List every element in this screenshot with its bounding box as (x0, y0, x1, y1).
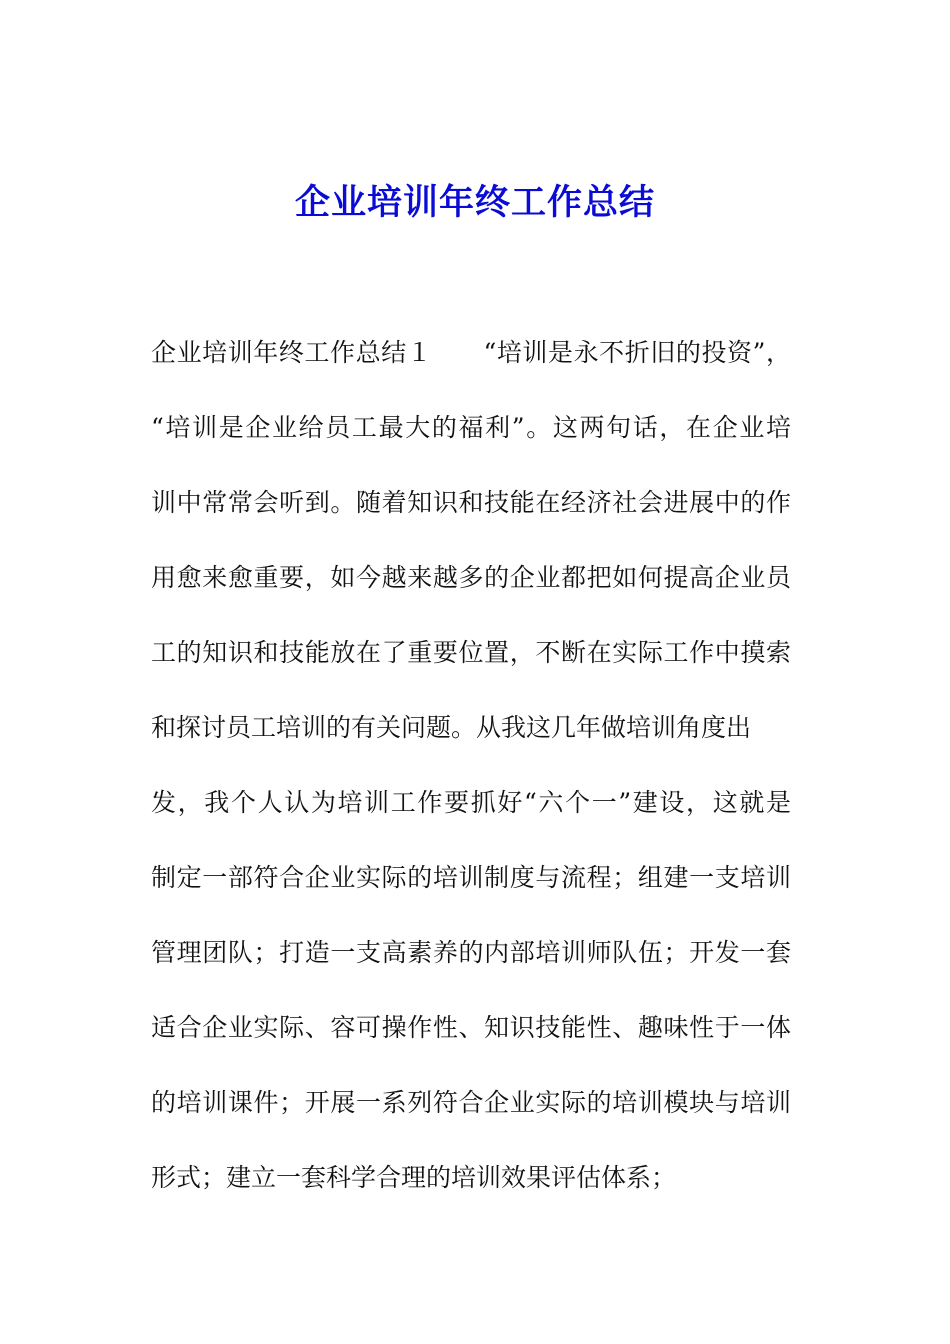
body-line: “培训是企业给员工最大的福利”。这两句话，在企业培 (151, 413, 791, 442)
body-line: 和探讨员工培训的有关问题。从我这几年做培训角度出 (151, 713, 752, 742)
body-line: 适合企业实际、容可操作性、知识技能性、趣味性于一体 (151, 1013, 791, 1042)
body-line: 企业培训年终工作总结１ “培训是永不折旧的投资”， (151, 338, 791, 367)
body-line: 训中常常会听到。随着知识和技能在经济社会进展中的作 (151, 488, 791, 517)
body-line: 用愈来愈重要，如今越来越多的企业都把如何提高企业员 (151, 563, 791, 592)
document-title: 企业培训年终工作总结 (294, 182, 655, 223)
body-line: 管理团队；打造一支高素养的内部培训师队伍；开发一套 (151, 938, 791, 967)
body-line: 发，我个人认为培训工作要抓好“六个一”建设，这就是 (151, 788, 791, 817)
body-line: 工的知识和技能放在了重要位置，不断在实际工作中摸索 (151, 638, 791, 667)
body-line: 形式；建立一套科学合理的培训效果评估体系； (151, 1163, 677, 1192)
body-line: 制定一部符合企业实际的培训制度与流程；组建一支培训 (151, 863, 791, 892)
body-line: 的培训课件；开展一系列符合企业实际的培训模块与培训 (151, 1088, 791, 1117)
document-body (151, 333, 791, 1233)
